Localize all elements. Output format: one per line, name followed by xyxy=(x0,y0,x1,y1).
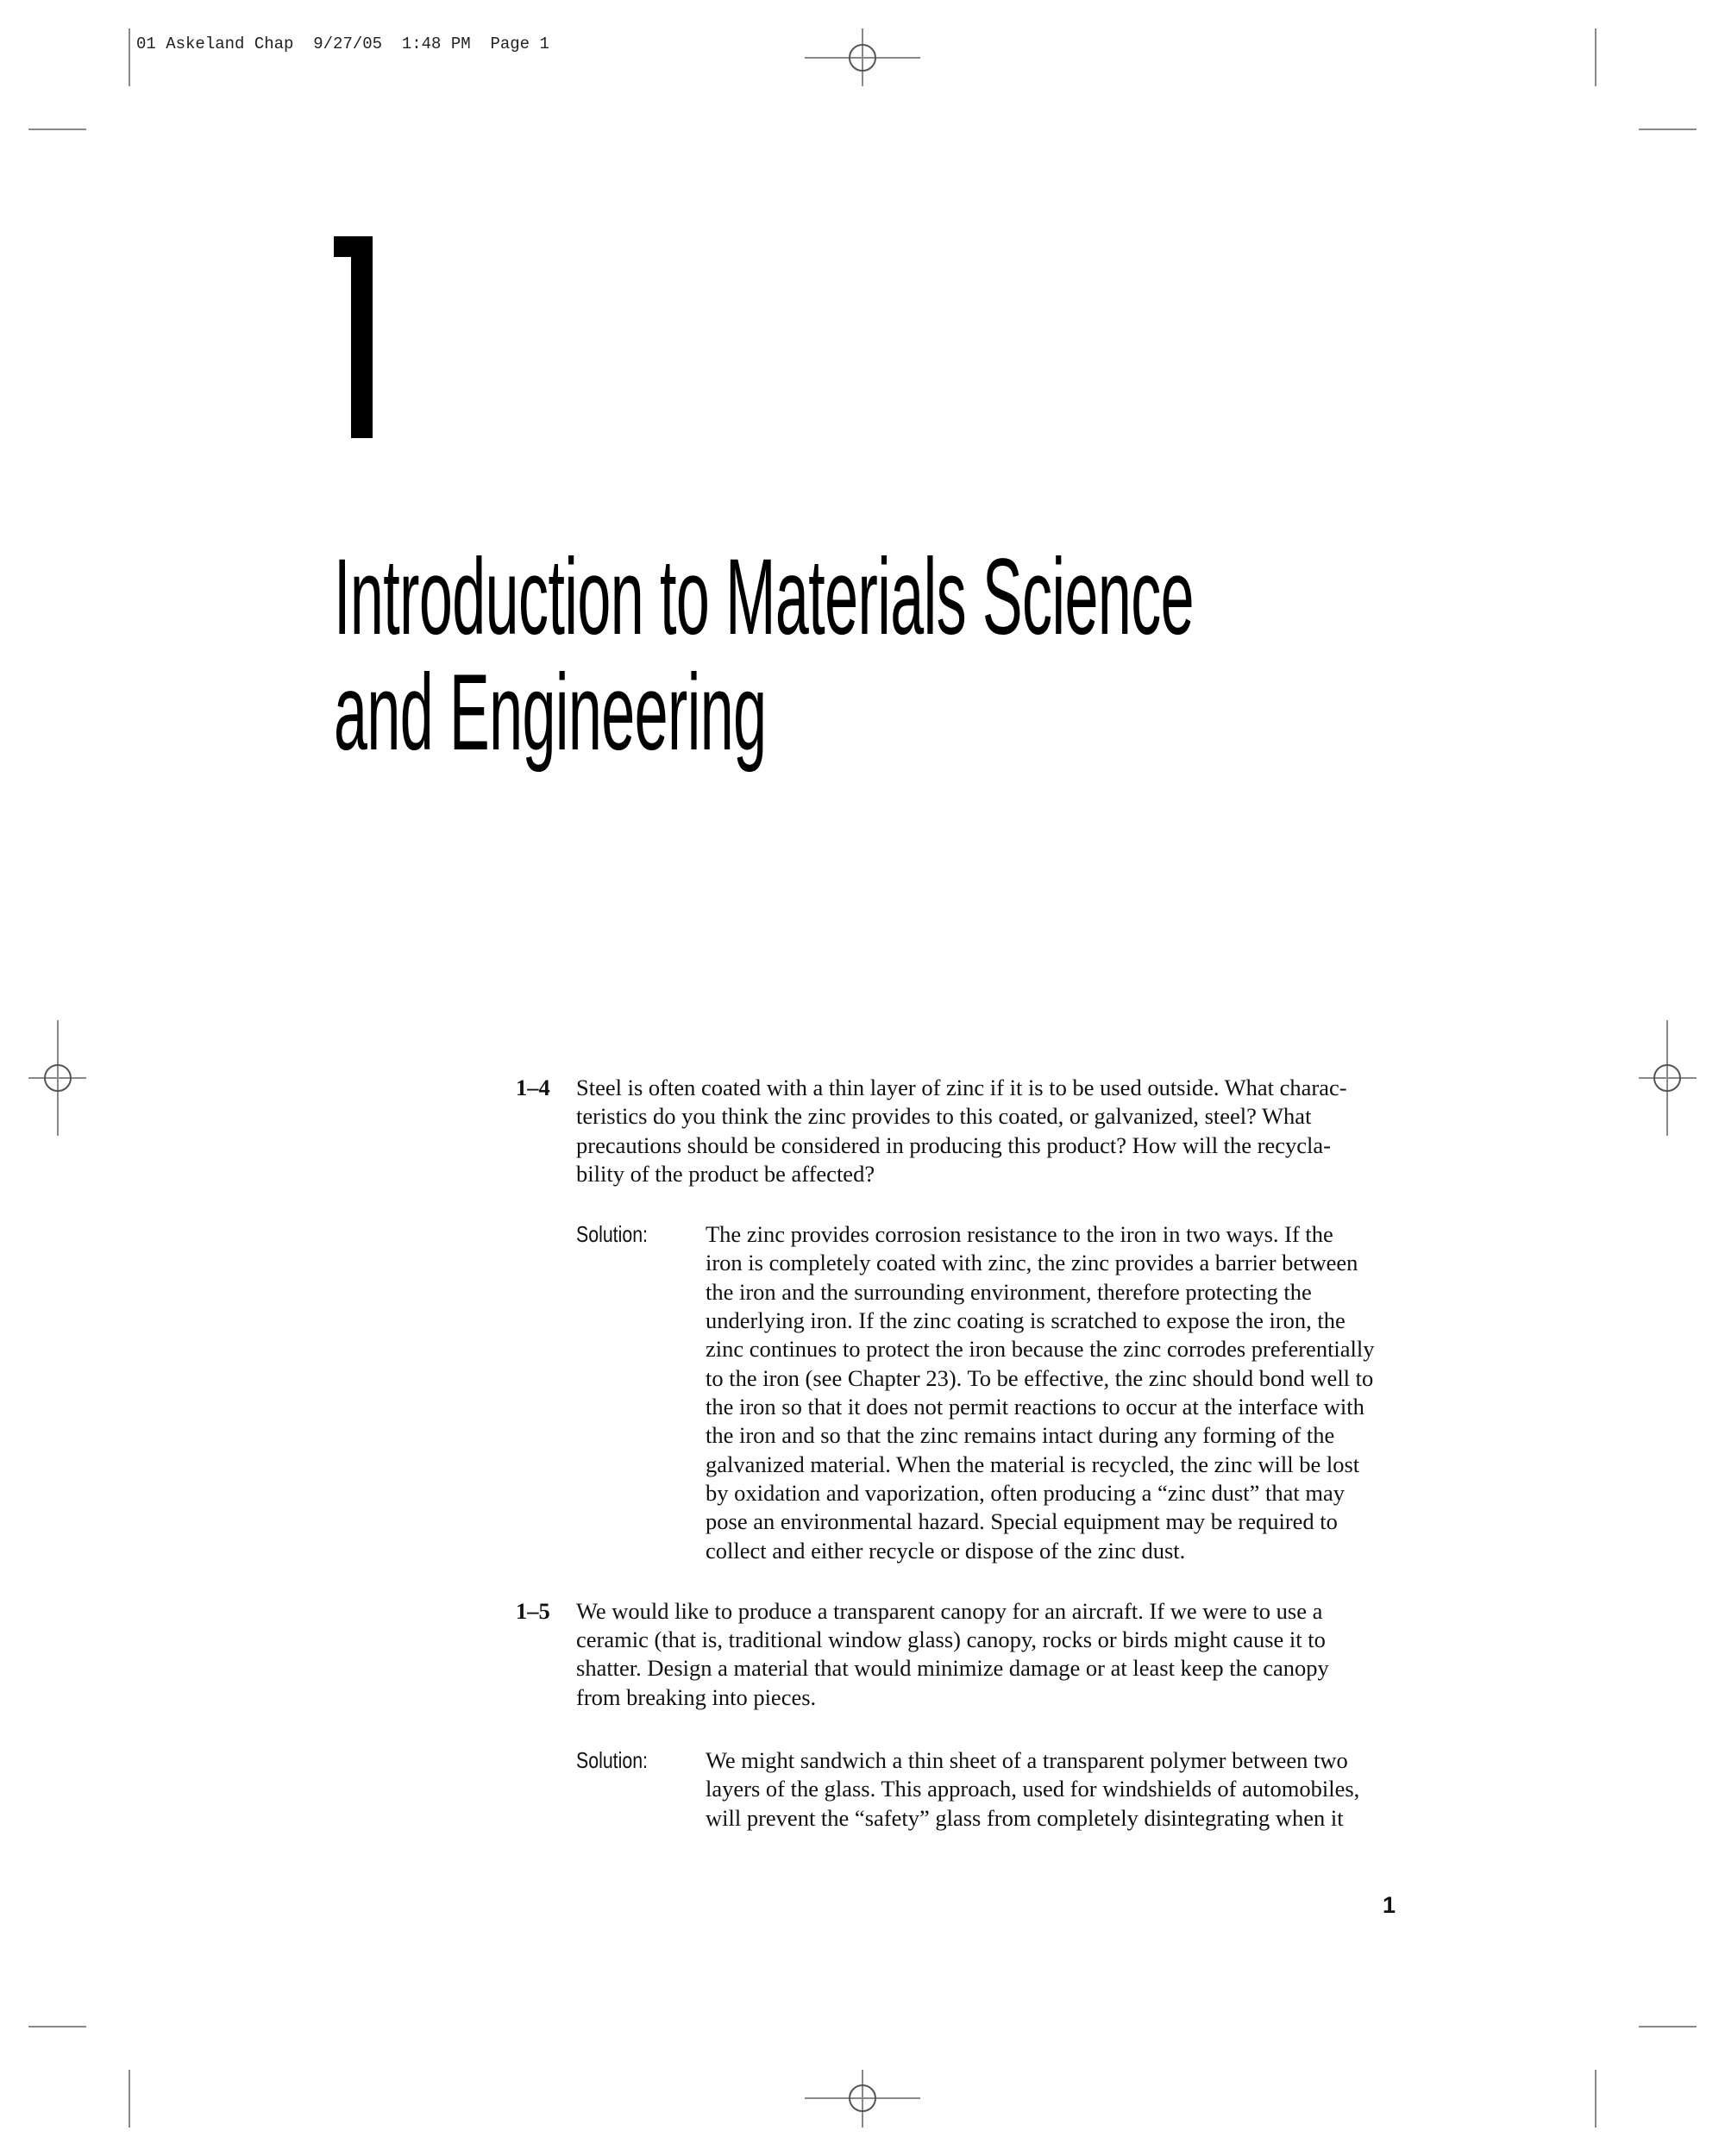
chapter-title-line-1: Introduction to Materials Science xyxy=(334,537,1195,657)
solution-line: underlying iron. If the zinc coating is scratched to expose the iron, the xyxy=(706,1307,1346,1333)
solution-line: galvanized material. When the material is recycled, the zinc will be lost xyxy=(706,1451,1360,1477)
solution-line: layers of the glass. This approach, used for windshields of automobiles, xyxy=(706,1776,1360,1802)
question-line: ceramic (that is, traditional window glass) canopy, rocks or birds might cause it to xyxy=(576,1626,1326,1652)
solution-line: to the iron (see Chapter 23). To be effective, the zinc should bond well to xyxy=(706,1365,1374,1391)
crop-mark-top-right-horizontal xyxy=(1639,128,1697,130)
crop-mark-bottom-right-horizontal xyxy=(1639,2026,1697,2028)
question-line: from breaking into pieces. xyxy=(576,1684,817,1710)
print-slug-line: 01 Askeland Chap 9/27/05 1:48 PM Page 1 xyxy=(136,34,549,53)
question-line: teristics do you think the zinc provides to this coated, or galvanized, steel? What xyxy=(576,1103,1312,1129)
solution-line: The zinc provides corrosion resistance to the iron in two ways. If the xyxy=(706,1221,1333,1247)
crop-mark-top-left-horizontal xyxy=(28,128,86,130)
solution-line: by oxidation and vaporization, often producing a “zinc dust” that may xyxy=(706,1480,1346,1506)
solution-line: collect and either recycle or dispose of the zinc dust. xyxy=(706,1538,1186,1564)
crop-mark-top-right-vertical xyxy=(1595,28,1596,86)
solution-label: Solution: xyxy=(576,1221,648,1247)
solution-line: will prevent the “safety” glass from completely disintegrating when it xyxy=(706,1805,1344,1831)
chapter-title-line-2: and Engineering xyxy=(334,653,767,773)
problem-number: 1–5 xyxy=(516,1598,550,1624)
solution-line: zinc continues to protect the iron because the zinc corrodes preferentially xyxy=(706,1336,1375,1362)
solution-line: the iron so that it does not permit reactions to occur at the interface with xyxy=(706,1394,1364,1420)
solution-line: iron is completely coated with zinc, the zinc provides a barrier between xyxy=(706,1250,1358,1275)
crop-mark-bottom-left-vertical xyxy=(129,2070,130,2128)
solution-line: the iron and so that the zinc remains intact during any forming of the xyxy=(706,1422,1335,1448)
problem-number: 1–4 xyxy=(516,1075,550,1100)
question-line: precautions should be considered in producing this product? How will the recycla- xyxy=(576,1132,1331,1158)
page-number: 1 xyxy=(1383,1892,1396,1918)
solution-line: the iron and the surrounding environment, therefore protecting the xyxy=(706,1279,1312,1305)
crop-mark-top-left-vertical xyxy=(129,28,130,86)
question-line: Steel is often coated with a thin layer of zinc if it is to be used outside. What charac- xyxy=(576,1075,1347,1100)
solution-line: We might sandwich a thin sheet of a transparent polymer between two xyxy=(706,1747,1348,1773)
question-line: We would like to produce a transparent canopy for an aircraft. If we were to use a xyxy=(576,1598,1323,1624)
solution-line: pose an environmental hazard. Special equipment may be required to xyxy=(706,1508,1338,1534)
question-line: bility of the product be affected? xyxy=(576,1161,875,1187)
question-line: shatter. Design a material that would minimize damage or at least keep the canopy xyxy=(576,1655,1329,1681)
crop-mark-bottom-right-vertical xyxy=(1595,2070,1596,2128)
crop-mark-bottom-left-horizontal xyxy=(28,2026,86,2028)
chapter-number xyxy=(334,236,373,438)
solution-label: Solution: xyxy=(576,1747,648,1773)
